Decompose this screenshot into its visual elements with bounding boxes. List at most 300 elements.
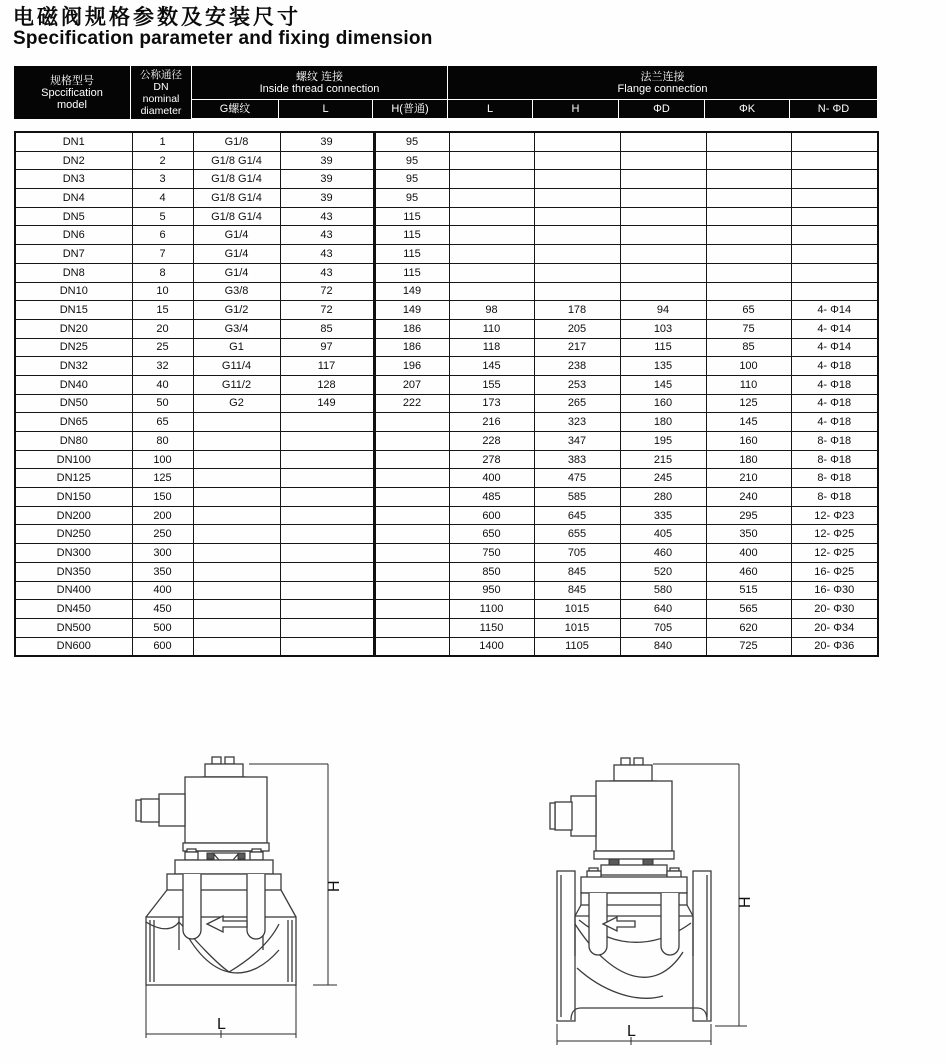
table-row [15, 525, 878, 544]
electrical-connector [136, 794, 185, 826]
header-thread-h: H(普通) [373, 100, 448, 119]
table-cell: 115 [374, 263, 449, 282]
table-cell [620, 189, 706, 208]
table-cell: 186 [374, 338, 449, 357]
table-cell [791, 226, 878, 245]
table-cell: 43 [280, 207, 374, 226]
table-cell: G1/4 [193, 245, 280, 264]
table-cell: 98 [449, 301, 534, 320]
table-cell: 2 [132, 151, 193, 170]
table-cell: 95 [374, 170, 449, 189]
table-cell: 845 [534, 581, 620, 600]
table-cell [706, 132, 791, 151]
flow-arrow [207, 916, 247, 932]
valve-body [146, 890, 296, 985]
table-cell [374, 469, 449, 488]
header-dn-zh: 公称通径 [140, 68, 182, 81]
table-cell [280, 581, 374, 600]
table-cell: 125 [132, 469, 193, 488]
table-cell: 118 [449, 338, 534, 357]
table-cell: 500 [132, 618, 193, 637]
table-cell: 1 [132, 132, 193, 151]
table-row [15, 450, 878, 469]
table-cell: 195 [620, 432, 706, 451]
table-cell: 39 [280, 189, 374, 208]
table-cell: 16- Φ30 [791, 581, 878, 600]
table-cell: 210 [706, 469, 791, 488]
table-cell: G1/4 [193, 226, 280, 245]
l-dimension-label: L [217, 1016, 226, 1033]
table-cell: G11/4 [193, 357, 280, 376]
coil-assembly-flanged [550, 758, 674, 875]
table-cell: 145 [706, 413, 791, 432]
table-cell: 5 [132, 207, 193, 226]
table-cell: DN50 [15, 394, 132, 413]
table-cell: 1015 [534, 618, 620, 637]
header-flange-phik: ΦK [705, 100, 790, 119]
table-cell: 350 [132, 562, 193, 581]
table-cell: 1400 [449, 637, 534, 656]
table-cell [280, 450, 374, 469]
table-cell: 10 [132, 282, 193, 301]
table-cell: 95 [374, 132, 449, 151]
table-cell: 383 [534, 450, 620, 469]
table-cell: 1015 [534, 600, 620, 619]
table-cell: G1/8 G1/4 [193, 189, 280, 208]
table-cell [791, 263, 878, 282]
table-cell [374, 618, 449, 637]
table-row [15, 263, 878, 282]
table-cell: 200 [132, 506, 193, 525]
table-cell: DN5 [15, 207, 132, 226]
table-cell [280, 637, 374, 656]
header-flange-group [448, 66, 877, 100]
table-row [15, 357, 878, 376]
table-cell: DN100 [15, 450, 132, 469]
table-cell [706, 226, 791, 245]
table-cell: 3 [132, 170, 193, 189]
table-cell: 85 [280, 319, 374, 338]
table-cell: 145 [620, 375, 706, 394]
table-cell: 32 [132, 357, 193, 376]
table-row [15, 282, 878, 301]
table-cell: G1/8 G1/4 [193, 151, 280, 170]
header-model-en2: model [57, 98, 87, 111]
table-cell [791, 132, 878, 151]
table-cell [374, 432, 449, 451]
table-cell: 475 [534, 469, 620, 488]
table-cell [706, 170, 791, 189]
table-row [15, 469, 878, 488]
table-cell: 115 [374, 207, 449, 226]
table-row [15, 562, 878, 581]
table-cell: G1 [193, 338, 280, 357]
table-cell: 725 [706, 637, 791, 656]
table-row [15, 488, 878, 507]
table-cell: G11/2 [193, 375, 280, 394]
table-cell: 1150 [449, 618, 534, 637]
table-cell [620, 207, 706, 226]
table-row [15, 413, 878, 432]
table-cell [193, 506, 280, 525]
table-cell [280, 432, 374, 451]
table-cell: 95 [374, 151, 449, 170]
table-cell [374, 525, 449, 544]
table-cell [534, 226, 620, 245]
table-cell: DN32 [15, 357, 132, 376]
table-cell [706, 282, 791, 301]
table-cell: 65 [132, 413, 193, 432]
header-model-zh: 规格型号 [50, 74, 94, 87]
table-cell: DN450 [15, 600, 132, 619]
table-cell [193, 413, 280, 432]
table-cell: G1/8 [193, 132, 280, 151]
table-cell: 39 [280, 132, 374, 151]
table-cell [193, 469, 280, 488]
table-cell: 115 [374, 226, 449, 245]
page-title-zh: 电磁阀规格参数及安装尺寸 [13, 6, 301, 29]
table-cell [449, 132, 534, 151]
table-cell [280, 413, 374, 432]
threaded-valve-diagram [127, 754, 352, 1044]
table-cell: DN7 [15, 245, 132, 264]
spec-table-header [14, 66, 877, 120]
table-cell: 253 [534, 375, 620, 394]
table-cell: 335 [620, 506, 706, 525]
table-cell: 8- Φ18 [791, 450, 878, 469]
header-thread-group [192, 66, 448, 100]
spec-table [14, 131, 879, 657]
table-cell [534, 151, 620, 170]
table-cell: 205 [534, 319, 620, 338]
table-cell [449, 207, 534, 226]
table-cell: 128 [280, 375, 374, 394]
table-cell: 160 [620, 394, 706, 413]
header-dn [131, 66, 192, 119]
table-cell: 178 [534, 301, 620, 320]
table-cell: 600 [449, 506, 534, 525]
table-cell [280, 600, 374, 619]
table-cell: 72 [280, 282, 374, 301]
table-cell [280, 488, 374, 507]
table-cell: 485 [449, 488, 534, 507]
table-cell: 655 [534, 525, 620, 544]
table-cell: DN25 [15, 338, 132, 357]
table-cell [449, 226, 534, 245]
table-cell [193, 600, 280, 619]
table-cell: 460 [620, 544, 706, 563]
table-cell: 840 [620, 637, 706, 656]
table-cell [280, 618, 374, 637]
table-cell [374, 581, 449, 600]
table-cell: 750 [449, 544, 534, 563]
table-cell: 4- Φ18 [791, 394, 878, 413]
table-cell: 180 [706, 450, 791, 469]
table-cell [534, 170, 620, 189]
table-cell: 400 [706, 544, 791, 563]
table-cell: 97 [280, 338, 374, 357]
table-cell: 238 [534, 357, 620, 376]
table-cell [791, 170, 878, 189]
h-dimension-label: H [326, 880, 343, 892]
table-cell: 65 [706, 301, 791, 320]
table-cell: 600 [132, 637, 193, 656]
table-cell [449, 263, 534, 282]
table-cell: 20- Φ34 [791, 618, 878, 637]
table-cell [193, 581, 280, 600]
header-dn-l4: diameter [140, 104, 182, 117]
table-cell: 4- Φ14 [791, 319, 878, 338]
table-row [15, 319, 878, 338]
table-cell: 645 [534, 506, 620, 525]
table-cell: 180 [620, 413, 706, 432]
table-cell: 149 [374, 282, 449, 301]
table-cell [620, 132, 706, 151]
header-thread-zh: 螺纹 连接 [295, 70, 344, 83]
table-cell [449, 151, 534, 170]
table-row [15, 338, 878, 357]
table-cell: 145 [449, 357, 534, 376]
table-cell: 245 [620, 469, 706, 488]
table-cell [193, 450, 280, 469]
flanged-valve-diagram [543, 756, 755, 1048]
table-cell: 43 [280, 226, 374, 245]
table-cell [791, 189, 878, 208]
table-cell: DN6 [15, 226, 132, 245]
table-row [15, 544, 878, 563]
table-cell: 94 [620, 301, 706, 320]
table-cell: 295 [706, 506, 791, 525]
table-cell: DN15 [15, 301, 132, 320]
table-cell [374, 450, 449, 469]
table-cell [280, 562, 374, 581]
table-cell: 4- Φ18 [791, 375, 878, 394]
header-thread-en: Inside thread connection [259, 82, 380, 95]
table-cell: DN300 [15, 544, 132, 563]
table-cell: 640 [620, 600, 706, 619]
table-cell: 8- Φ18 [791, 488, 878, 507]
table-cell: DN350 [15, 562, 132, 581]
table-cell: 149 [280, 394, 374, 413]
table-cell: 207 [374, 375, 449, 394]
table-cell: 705 [620, 618, 706, 637]
table-cell: 4 [132, 189, 193, 208]
table-cell: 12- Φ25 [791, 544, 878, 563]
spec-table-body [15, 132, 878, 656]
table-cell [791, 245, 878, 264]
header-thread-l: L [279, 100, 373, 119]
table-cell [193, 618, 280, 637]
table-cell: 240 [706, 488, 791, 507]
table-cell [791, 282, 878, 301]
table-cell [706, 263, 791, 282]
table-cell: DN2 [15, 151, 132, 170]
table-cell: DN8 [15, 263, 132, 282]
table-cell [791, 207, 878, 226]
table-cell: 115 [374, 245, 449, 264]
table-row [15, 600, 878, 619]
header-g-thread: G螺纹 [192, 100, 279, 119]
table-cell: 515 [706, 581, 791, 600]
table-cell: DN40 [15, 375, 132, 394]
table-cell [620, 151, 706, 170]
table-cell: 4- Φ18 [791, 413, 878, 432]
table-cell: DN3 [15, 170, 132, 189]
table-cell: 100 [706, 357, 791, 376]
table-cell [193, 432, 280, 451]
table-cell: 7 [132, 245, 193, 264]
table-cell: DN10 [15, 282, 132, 301]
table-cell: 12- Φ25 [791, 525, 878, 544]
table-cell: 115 [620, 338, 706, 357]
header-flange-phid: ΦD [619, 100, 705, 119]
table-row [15, 132, 878, 151]
table-cell [374, 506, 449, 525]
table-cell: 350 [706, 525, 791, 544]
table-cell: 15 [132, 301, 193, 320]
table-cell: 25 [132, 338, 193, 357]
table-row [15, 506, 878, 525]
table-cell [193, 637, 280, 656]
table-cell: 950 [449, 581, 534, 600]
table-cell [193, 488, 280, 507]
table-cell: 80 [132, 432, 193, 451]
table-cell: DN80 [15, 432, 132, 451]
table-cell: 1105 [534, 637, 620, 656]
table-cell: DN4 [15, 189, 132, 208]
table-cell [620, 226, 706, 245]
table-cell: 620 [706, 618, 791, 637]
table-cell [706, 151, 791, 170]
table-cell [193, 525, 280, 544]
table-cell: 85 [706, 338, 791, 357]
table-cell: 16- Φ25 [791, 562, 878, 581]
table-cell [449, 245, 534, 264]
table-cell: G1/8 G1/4 [193, 207, 280, 226]
flow-arrow-flanged [603, 917, 635, 931]
table-cell: 12- Φ23 [791, 506, 878, 525]
table-cell: 4- Φ14 [791, 338, 878, 357]
table-cell: 450 [132, 600, 193, 619]
table-cell: 520 [620, 562, 706, 581]
coil-assembly [136, 757, 269, 851]
table-cell [534, 207, 620, 226]
table-cell: 460 [706, 562, 791, 581]
table-cell [449, 282, 534, 301]
table-cell: 580 [620, 581, 706, 600]
table-cell: 250 [132, 525, 193, 544]
table-cell: DN200 [15, 506, 132, 525]
table-cell: 300 [132, 544, 193, 563]
table-cell: DN500 [15, 618, 132, 637]
table-cell: 4- Φ14 [791, 301, 878, 320]
table-cell [374, 637, 449, 656]
table-cell: 43 [280, 245, 374, 264]
table-cell: 50 [132, 394, 193, 413]
table-cell [280, 525, 374, 544]
table-cell: G3/8 [193, 282, 280, 301]
table-cell: 8 [132, 263, 193, 282]
table-cell: 8- Φ18 [791, 469, 878, 488]
table-cell: 39 [280, 170, 374, 189]
table-cell: 278 [449, 450, 534, 469]
table-cell: 228 [449, 432, 534, 451]
table-cell [193, 562, 280, 581]
table-cell: 1100 [449, 600, 534, 619]
table-cell [449, 189, 534, 208]
table-cell: 585 [534, 488, 620, 507]
table-cell: DN150 [15, 488, 132, 507]
table-cell: 400 [132, 581, 193, 600]
header-model-en1: Spccification [41, 86, 103, 99]
table-cell [374, 562, 449, 581]
table-cell [534, 282, 620, 301]
table-cell [534, 263, 620, 282]
table-cell: 110 [449, 319, 534, 338]
table-cell: 347 [534, 432, 620, 451]
table-cell: 117 [280, 357, 374, 376]
table-cell: 150 [132, 488, 193, 507]
table-cell: G2 [193, 394, 280, 413]
table-row [15, 301, 878, 320]
table-cell [620, 282, 706, 301]
table-cell [374, 600, 449, 619]
table-cell [534, 132, 620, 151]
table-cell: 72 [280, 301, 374, 320]
electrical-connector-flanged [550, 796, 596, 836]
table-cell: 39 [280, 151, 374, 170]
table-row [15, 432, 878, 451]
table-cell: 20 [132, 319, 193, 338]
table-row [15, 170, 878, 189]
table-cell [620, 170, 706, 189]
table-cell [374, 544, 449, 563]
table-cell: 565 [706, 600, 791, 619]
table-cell: 149 [374, 301, 449, 320]
table-cell: 400 [449, 469, 534, 488]
table-cell [706, 189, 791, 208]
header-dn-l2: DN [153, 80, 169, 93]
table-cell: 215 [620, 450, 706, 469]
table-cell: 265 [534, 394, 620, 413]
table-cell [791, 151, 878, 170]
table-cell: G3/4 [193, 319, 280, 338]
header-flange-l: L [448, 100, 533, 119]
table-cell: 75 [706, 319, 791, 338]
table-cell: G1/4 [193, 263, 280, 282]
table-cell: 125 [706, 394, 791, 413]
table-cell [193, 544, 280, 563]
table-cell: 850 [449, 562, 534, 581]
table-row [15, 151, 878, 170]
h-dimension-label-flanged: H [737, 896, 754, 908]
table-cell: DN20 [15, 319, 132, 338]
table-cell: 155 [449, 375, 534, 394]
table-cell: 100 [132, 450, 193, 469]
table-cell [706, 207, 791, 226]
table-row [15, 245, 878, 264]
table-row [15, 189, 878, 208]
table-cell: 186 [374, 319, 449, 338]
table-cell [449, 170, 534, 189]
table-cell [280, 469, 374, 488]
table-cell: 103 [620, 319, 706, 338]
table-row [15, 618, 878, 637]
table-cell: 6 [132, 226, 193, 245]
header-flange-en: Flange connection [617, 82, 708, 95]
table-cell: 40 [132, 375, 193, 394]
table-cell: G1/8 G1/4 [193, 170, 280, 189]
